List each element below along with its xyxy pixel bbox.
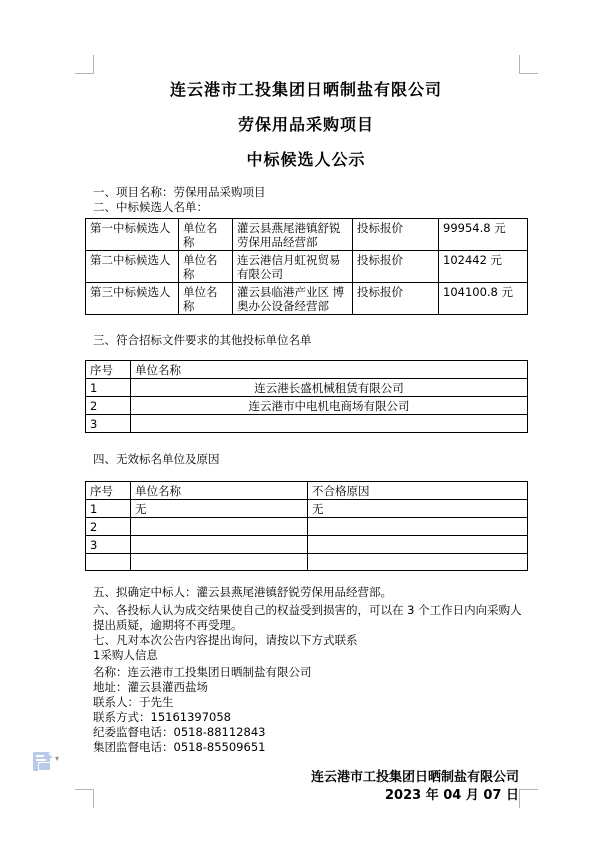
table-row bbox=[86, 251, 528, 283]
reason bbox=[308, 554, 528, 571]
table-row bbox=[86, 554, 528, 571]
table-row bbox=[86, 536, 528, 554]
row-no: 2 bbox=[86, 518, 131, 536]
price-value: 104100.8 元 bbox=[439, 283, 528, 315]
price-label: 投标报价 bbox=[353, 219, 439, 251]
signature-block bbox=[85, 769, 527, 805]
signature-company: 连云港市工投集团日晒制盐有限公司 bbox=[310, 770, 519, 785]
unit-name bbox=[131, 554, 308, 571]
unit-label: 单位名称 bbox=[179, 251, 233, 283]
section-1-project-name: 一、项目名称：劳保用品采购项目 bbox=[93, 185, 266, 199]
margin-crop-mark-top-right bbox=[519, 55, 538, 74]
col-header-unit: 单位名称 bbox=[131, 361, 528, 379]
row-no: 2 bbox=[86, 397, 131, 415]
col-header-no: 序号 bbox=[86, 361, 131, 379]
unit-name: 无 bbox=[131, 500, 308, 518]
row-no: 1 bbox=[86, 500, 131, 518]
section-6-objection-notice: 六、各投标人认为成交结果使自己的权益受到损害的，可以在 3 个工作日内向采购人提出质疑，逾期将不再受理。 bbox=[93, 603, 522, 632]
buyer-info-heading: 1采购人信息 bbox=[93, 648, 158, 662]
row-no bbox=[86, 554, 131, 571]
price-label: 投标报价 bbox=[353, 251, 439, 283]
reason bbox=[308, 518, 528, 536]
table-header-row bbox=[86, 482, 528, 500]
unit-name: 灌云县临港产业区 博奥办公设备经营部 bbox=[233, 283, 353, 315]
row-no: 3 bbox=[86, 536, 131, 554]
table-row bbox=[86, 219, 528, 251]
candidate-rank: 第一中标候选人 bbox=[86, 219, 179, 251]
price-value: 102442 元 bbox=[439, 251, 528, 283]
unit-name bbox=[131, 536, 308, 554]
signature-date: 2023 年 04 月 07 日 bbox=[385, 788, 519, 803]
col-header-unit: 单位名称 bbox=[131, 482, 308, 500]
section-7-contact-notice: 七、凡对本次公告内容提出询问，请按以下方式联系 bbox=[93, 633, 358, 647]
group-supervision-phone: 集团监督电话：0518-85509651 bbox=[93, 740, 266, 754]
col-header-no: 序号 bbox=[86, 482, 131, 500]
doc-title-project: 劳保用品采购项目 bbox=[237, 115, 374, 134]
row-no: 3 bbox=[86, 415, 131, 433]
unit-name bbox=[131, 518, 308, 536]
other-bidders-table bbox=[85, 360, 528, 433]
buyer-address: 地址：灌云县灌西盐场 bbox=[93, 680, 208, 694]
table-row bbox=[86, 518, 528, 536]
row-no: 1 bbox=[86, 379, 131, 397]
section-5-winner: 五、拟确定中标人：灌云县燕尾港镇舒锐劳保用品经营部。 bbox=[93, 585, 392, 599]
price-label: 投标报价 bbox=[353, 283, 439, 315]
price-value: 99954.8 元 bbox=[439, 219, 528, 251]
unit-name: 连云港市中电机电商场有限公司 bbox=[131, 397, 528, 415]
invalid-bids-table bbox=[85, 481, 528, 571]
margin-crop-mark-top-left bbox=[75, 55, 94, 74]
table-row bbox=[86, 415, 528, 433]
table-row bbox=[86, 500, 528, 518]
unit-name: 连云港信月虹祝贸易有限公司 bbox=[233, 251, 353, 283]
table-row bbox=[86, 379, 528, 397]
buyer-name: 名称：连云港市工投集团日晒制盐有限公司 bbox=[93, 665, 312, 679]
section-3-other-bidders-heading: 三、符合招标文件要求的其他投标单位名单 bbox=[93, 333, 312, 347]
section-2-candidates-heading: 二、中标候选人名单： bbox=[93, 200, 208, 214]
contact-phone: 联系方式：15161397058 bbox=[93, 710, 231, 724]
unit-label: 单位名称 bbox=[179, 219, 233, 251]
chevron-down-icon[interactable]: ▾ bbox=[55, 754, 60, 763]
unit-name bbox=[131, 415, 528, 433]
reason: 无 bbox=[308, 500, 528, 518]
discipline-supervision-phone: 纪委监督电话：0518-88112843 bbox=[93, 725, 266, 739]
table-header-row bbox=[86, 361, 528, 379]
paste-options-icon bbox=[33, 752, 50, 771]
table-row bbox=[86, 283, 528, 315]
col-header-reason: 不合格原因 bbox=[308, 482, 528, 500]
reason bbox=[308, 536, 528, 554]
unit-name: 连云港长盛机械租赁有限公司 bbox=[131, 379, 528, 397]
doc-title-announcement: 中标候选人公示 bbox=[246, 150, 366, 169]
section-4-invalid-bids-heading: 四、无效标名单位及原因 bbox=[93, 452, 220, 466]
table-row bbox=[86, 397, 528, 415]
buyer-contact-block bbox=[85, 665, 527, 755]
candidate-rank: 第三中标候选人 bbox=[86, 283, 179, 315]
document-content bbox=[85, 80, 527, 805]
candidate-rank: 第二中标候选人 bbox=[86, 251, 179, 283]
paste-options-button[interactable] bbox=[31, 750, 65, 774]
candidates-table bbox=[85, 218, 528, 315]
unit-label: 单位名称 bbox=[179, 283, 233, 315]
doc-title-company: 连云港市工投集团日晒制盐有限公司 bbox=[169, 80, 442, 99]
unit-name: 灌云县燕尾港镇舒锐劳保用品经营部 bbox=[233, 219, 353, 251]
contact-person: 联系人：于先生 bbox=[93, 695, 174, 709]
